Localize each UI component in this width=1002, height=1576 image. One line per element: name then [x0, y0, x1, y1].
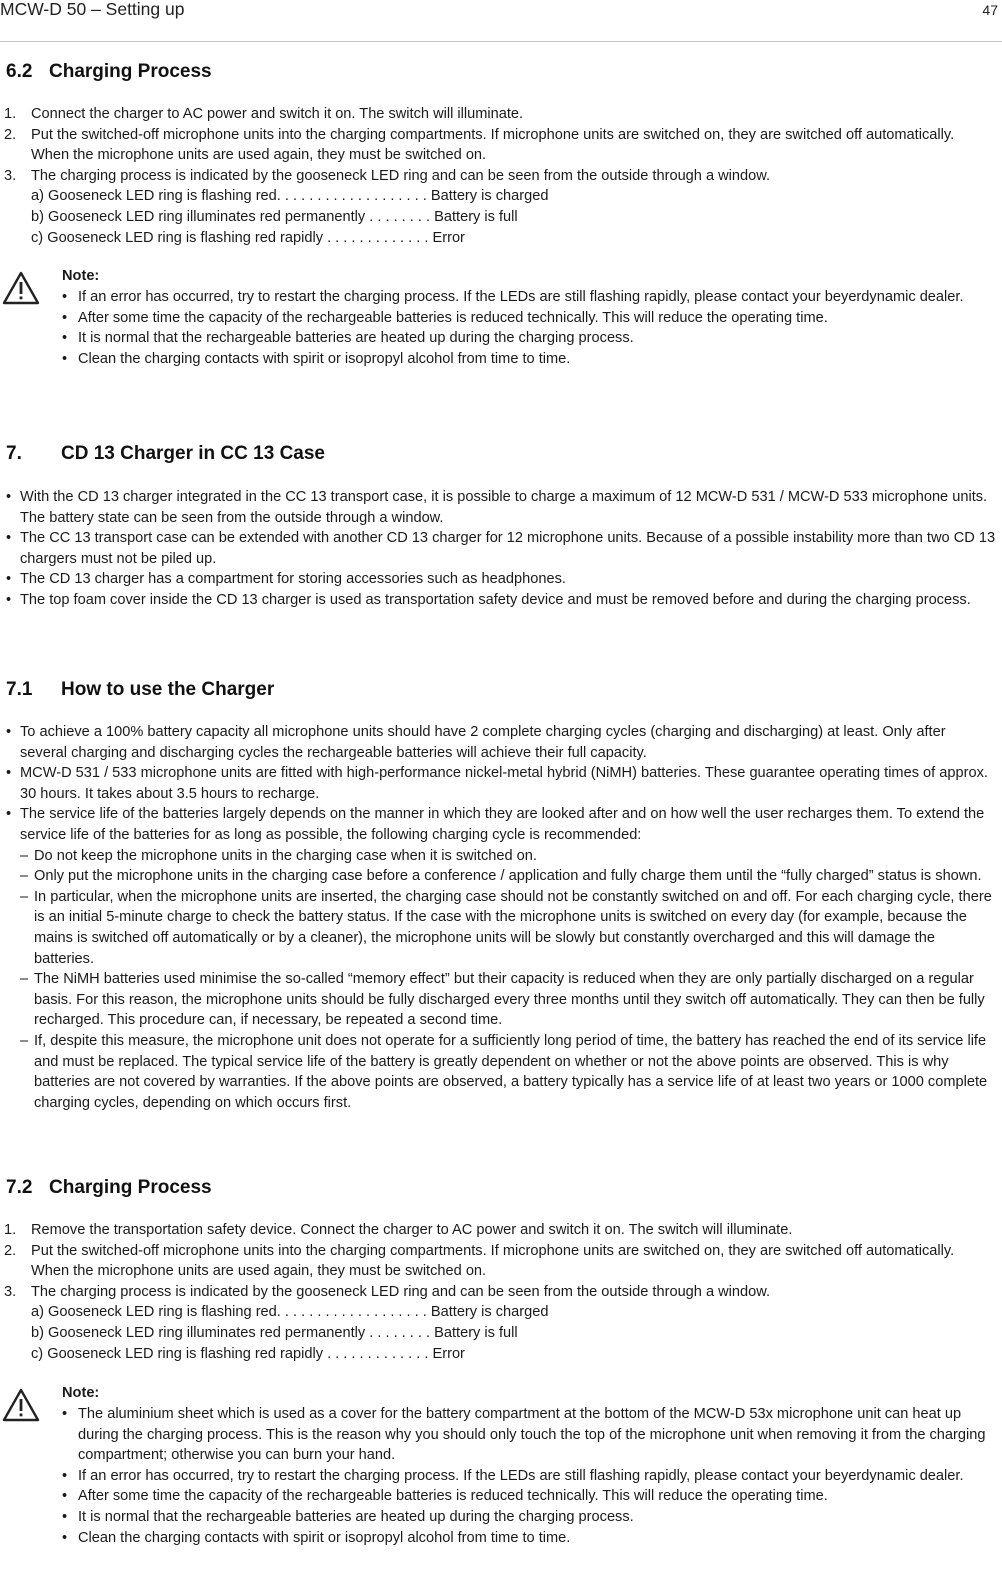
list-item: [4, 125, 994, 166]
usage-bullet-list: [6, 722, 996, 1113]
section-number: 6.2: [6, 61, 33, 82]
dash-item: [6, 887, 996, 969]
dash-glyph: –: [20, 868, 29, 885]
note-label: Note:: [62, 1385, 100, 1401]
section-title: How to use the Charger: [61, 679, 275, 700]
list-item-text: Connect the charger to AC power and switch it on. The switch will illuminate.: [31, 106, 524, 122]
section-heading-6-2: [6, 60, 212, 84]
list-item-text: The service life of the batteries largely depends on the manner in which they are looked after and on how well the user recharges them. To extend the service life of the batteries for as long as possible, the following charging cycle is recommended:: [20, 806, 985, 843]
note-text: The aluminium sheet which is used as a cover for the battery compartment at the bottom of the MCW-D 53x microphone unit can heat up during the charging process. This is the reason why you should only touch the top of the microphone unit when removing it from the charging compartment; otherwise you can burn your hand.: [78, 1406, 986, 1464]
dash-item: [6, 866, 996, 887]
note-item: [62, 1528, 998, 1549]
note-label: Note:: [62, 268, 100, 284]
list-item: [6, 804, 996, 845]
list-item: [4, 104, 994, 125]
bullet-glyph: •: [62, 330, 68, 347]
note-text: Clean the charging contacts with spirit or isopropyl alcohol from time to time.: [78, 350, 571, 367]
note-item: [62, 308, 998, 329]
bullet-glyph: •: [62, 309, 68, 326]
note-item: [62, 1486, 998, 1507]
page-number: 47: [982, 2, 998, 18]
note-text: It is normal that the rechargeable batteries are heated up during the charging process.: [78, 330, 634, 347]
dash-item: [6, 846, 996, 867]
list-item-text: The charging process is indicated by the gooseneck LED ring and can be seen from the outside through a window.: [31, 167, 771, 184]
list-item-text: The top foam cover inside the CD 13 charger is used as transportation safety device and must be removed before and during the charging process.: [20, 591, 971, 608]
list-item: [4, 166, 994, 248]
note-text: After some time the capacity of the rechargeable batteries is reduced technically. This will reduce the operating time.: [78, 1488, 828, 1505]
list-item: [6, 569, 996, 590]
bullet-glyph: •: [6, 724, 12, 740]
list-item: [6, 590, 996, 611]
bullet-glyph: •: [62, 1406, 68, 1422]
list-number: 2.: [4, 126, 17, 143]
list-item-text: Put the switched-off microphone units into the charging compartments. If microphone units are switched on, they are switched off automatically. When the microphone units are used again, they must be switched on.: [31, 126, 955, 164]
list-item-text: Remove the transportation safety device. Connect the charger to AC power and switch it on. The switch will illuminate.: [31, 1222, 793, 1238]
dash-glyph: –: [20, 888, 29, 905]
section-title: Charging Process: [49, 61, 212, 82]
list-item: [4, 1282, 994, 1364]
led-state-row: c) Gooseneck LED ring is flashing red rapidly . . . . . . . . . . . . . Error: [31, 1345, 465, 1362]
led-state-row: a) Gooseneck LED ring is flashing red. . . . . . . . . . . . . . . . . . . Battery is charged: [31, 188, 549, 205]
dash-item-text: In particular, when the microphone units are inserted, the charging case should not be constantly switched on and off. For each charging cycle, there is an initial 5-minute charge to check the battery status. If the case with the microphone units is switched on every day (for example, because the mains is switched off automatically or by a cleaner), the microphone units will be slowly but constantly overcharged and this will damage the batteries.: [34, 888, 992, 967]
note-item: [62, 1507, 998, 1528]
document-title: MCW-D 50 – Setting up: [0, 0, 185, 19]
note-text: Clean the charging contacts with spirit or isopropyl alcohol from time to time.: [78, 1529, 571, 1546]
list-item: [6, 528, 996, 569]
bullet-glyph: •: [6, 489, 12, 505]
note-item: [62, 328, 998, 349]
section-number: 7.1: [6, 679, 33, 700]
bullet-glyph: •: [6, 571, 12, 588]
dash-item-text: If, despite this measure, the microphone unit does not operate for a sufficiently long period of time, the battery has reached the end of its service life and must be replaced. The typical service life of the battery is greatly dependent on whether or not the above points are observed. This is why batteries are not covered by warranties. If the above points are observed, a battery typically has a service life of at least two years or 1000 complete charging cycles, depending on which occurs first.: [34, 1032, 988, 1111]
bullet-glyph: •: [62, 350, 68, 367]
bullet-glyph: •: [6, 806, 12, 823]
list-item: [6, 763, 996, 804]
bullet-glyph: •: [62, 1467, 68, 1484]
led-state-row: c) Gooseneck LED ring is flashing red rapidly . . . . . . . . . . . . . Error: [31, 229, 465, 246]
bullet-glyph: •: [6, 765, 12, 782]
list-number: 3.: [4, 167, 17, 184]
warning-icon: [2, 271, 40, 305]
section-title: Charging Process: [49, 1177, 212, 1198]
section-heading-7: [6, 442, 325, 466]
list-item: [4, 1220, 994, 1241]
list-item: [6, 487, 996, 528]
dash-glyph: –: [20, 847, 29, 864]
list-number: 3.: [4, 1283, 17, 1300]
list-item: [6, 722, 996, 763]
list-item-text: The charging process is indicated by the gooseneck LED ring and can be seen from the outside through a window.: [31, 1283, 771, 1300]
section-number: 7.2: [6, 1177, 33, 1198]
dash-item-text: The NiMH batteries used minimise the so-called “memory effect” but their capacity is reduced when they are only partially discharged on a regular basis. For this reason, the microphone units should be fully discharged every three months until they switch off automatically. They can then be fully recharged. This procedure can, if necessary, be repeated a second time.: [34, 971, 985, 1029]
dash-glyph: –: [20, 971, 29, 988]
dash-item-text: Only put the microphone units in the charging case before a conference / application and fully charge them until the “fully charged” status is shown.: [34, 868, 982, 885]
note-text: It is normal that the rechargeable batteries are heated up during the charging process.: [78, 1508, 634, 1525]
note-item: [62, 349, 998, 370]
list-item-text: MCW-D 531 / 533 microphone units are fitted with high-performance nickel-metal hybrid (NiMH) batteries. These guarantee operating times of approx. 30 hours. It takes about 3.5 hours to recharge.: [20, 765, 988, 802]
note-text: After some time the capacity of the rechargeable batteries is reduced technically. This will reduce the operating time.: [78, 309, 828, 326]
note-item: [62, 1404, 998, 1466]
note-item: [62, 287, 998, 308]
note-list: [62, 1404, 998, 1548]
bullet-glyph: •: [62, 1508, 68, 1525]
charging-steps-list-2: [4, 1220, 994, 1364]
list-number: 1.: [4, 1222, 17, 1238]
charger-bullet-list: [6, 487, 996, 611]
list-number: 1.: [4, 106, 17, 122]
list-number: 2.: [4, 1242, 17, 1259]
list-item-text: The CC 13 transport case can be extended with another CD 13 charger for 12 microphone units. Because of a possible instability more than two CD 13 chargers must not be piled up.: [20, 530, 996, 567]
led-state-row: b) Gooseneck LED ring illuminates red permanently . . . . . . . . Battery is full: [31, 208, 518, 225]
section-number: 7.: [6, 443, 22, 464]
led-state-row: b) Gooseneck LED ring illuminates red permanently . . . . . . . . Battery is full: [31, 1324, 518, 1341]
section-heading-7-1: [6, 678, 275, 702]
bullet-glyph: •: [62, 289, 68, 305]
bullet-glyph: •: [62, 1529, 68, 1546]
bullet-glyph: •: [62, 1488, 68, 1505]
list-item-text: To achieve a 100% battery capacity all microphone units should have 2 complete charging cycles (charging and discharging) at least. Only after several charging and discharging cycles the rechargeable batteries will achieve their full capacity.: [20, 724, 946, 761]
charging-steps-list: [4, 104, 994, 248]
note-list: [62, 287, 998, 369]
bullet-glyph: •: [6, 591, 12, 608]
note-item: [62, 1466, 998, 1487]
section-heading-7-2: [6, 1176, 212, 1200]
list-item: [4, 1241, 994, 1282]
dash-item: [6, 1031, 996, 1113]
dash-item: [6, 969, 996, 1031]
list-item-text: Put the switched-off microphone units into the charging compartments. If microphone units are switched on, they are switched off automatically. When the microphone units are used again, they must be switched on.: [31, 1242, 955, 1280]
note-text: If an error has occurred, try to restart the charging process. If the LEDs are still flashing rapidly, please contact your beyerdynamic dealer.: [78, 1467, 964, 1484]
warning-icon: [2, 1388, 40, 1422]
page-header: [0, 0, 1002, 42]
bullet-glyph: •: [6, 530, 12, 547]
dash-glyph: –: [20, 1032, 29, 1049]
section-title: CD 13 Charger in CC 13 Case: [61, 443, 325, 464]
led-state-row: a) Gooseneck LED ring is flashing red. . . . . . . . . . . . . . . . . . . Battery is charged: [31, 1304, 549, 1321]
list-item-text: With the CD 13 charger integrated in the CC 13 transport case, it is possible to charge a maximum of 12 MCW-D 531 / MCW-D 533 microphone units. The battery state can be seen from the outside through a window.: [20, 489, 988, 526]
dash-item-text: Do not keep the microphone units in the charging case when it is switched on.: [34, 847, 537, 864]
list-item-text: The CD 13 charger has a compartment for storing accessories such as headphones.: [20, 571, 566, 588]
note-text: If an error has occurred, try to restart the charging process. If the LEDs are still flashing rapidly, please contact your beyerdynamic dealer.: [78, 289, 964, 305]
